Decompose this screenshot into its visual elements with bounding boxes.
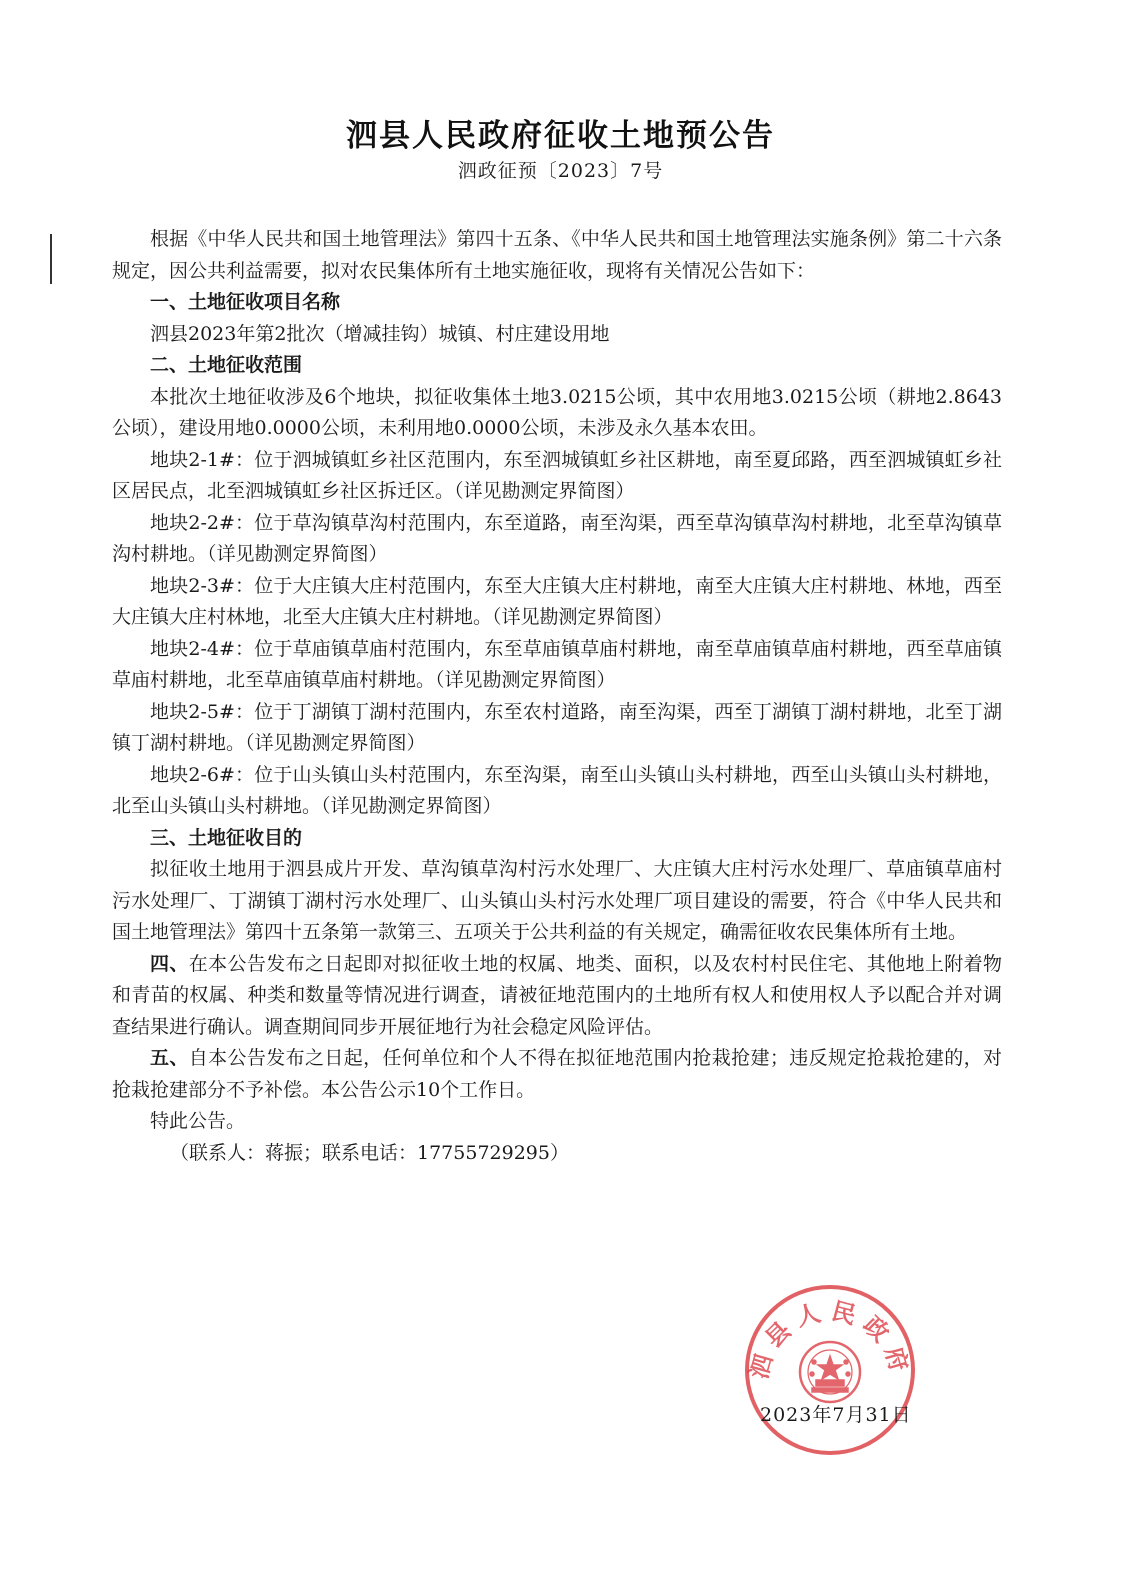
section-5-text: 自本公告发布之日起，任何单位和个人不得在拟征地范围内抢栽抢建；违反规定抢栽抢建的，对抢栽抢建部分不予补偿。本公告公示10个工作日。: [112, 1047, 1002, 1101]
binding-mark: [50, 234, 52, 284]
section-3-heading: 三、土地征收目的: [150, 826, 303, 849]
plot-2-1: 地块2-1#：位于泗城镇虹乡社区范围内，东至泗城镇虹乡社区耕地，南至夏邱路，西至泗城镇虹乡社区居民点，北至泗城镇虹乡社区拆迁区。（详见勘测定界简图）: [112, 448, 1002, 502]
seal-text: 泗县人民政府: [744, 1296, 916, 1383]
contact-info: （联系人：蒋振；联系电话：17755729295）: [170, 1141, 569, 1164]
section-5-paragraph: [112, 1043, 1002, 1106]
section-3-text: 拟征收土地用于泗县成片开发、草沟镇草沟村污水处理厂、大庄镇大庄村污水处理厂、草庙镇草庙村污水处理厂、丁湖镇丁湖村污水处理厂、山头镇山头村污水处理厂项目建设的需要，符合《中华人民共和国土地管理法》第四十五条第一款第三、五项关于公共利益的有关规定，确需征收农民集体所有土地。: [112, 858, 1002, 943]
section-1-heading: 一、土地征收项目名称: [150, 291, 341, 313]
document-title: 泗县人民政府征收土地预公告: [346, 118, 775, 154]
national-emblem-icon: [800, 1342, 860, 1402]
document-body: [112, 224, 1002, 1169]
plot-2-6: 地块2-6#：位于山头镇山头村范围内，东至沟渠，南至山头镇山头村耕地，西至山头镇山头村耕地，北至山头镇山头村耕地。（详见勘测定界简图）: [112, 763, 1002, 817]
section-4-text: 在本公告发布之日起即对拟征收土地的权属、地类、面积，以及农村村民住宅、其他地上附着物和青苗的权属、种类和数量等情况进行调查，请被征地范围内的土地所有权人和使用权人予以配合并对调查结果进行确认。调查期间同步开展征地行为社会稳定风险评估。: [112, 952, 1002, 1038]
section-4-paragraph: [112, 949, 1002, 1044]
document-number: 泗政征预〔2023〕7号: [457, 160, 664, 182]
issue-date: 2023年7月31日: [760, 1404, 912, 1426]
plot-2-2: 地块2-2#：位于草沟镇草沟村范围内，东至道路，南至沟渠，西至草沟镇草沟村耕地，北至草沟镇草沟村耕地。（详见勘测定界简图）: [112, 511, 1002, 565]
plot-2-3: 地块2-3#：位于大庄镇大庄村范围内，东至大庄镇大庄村耕地，南至大庄镇大庄村耕地、林地，西至大庄镇大庄村林地，北至大庄镇大庄村耕地。（详见勘测定界简图）: [112, 574, 1002, 628]
official-seal: [742, 1282, 918, 1458]
section-4-lead: 四、: [150, 952, 189, 975]
plot-2-5: 地块2-5#：位于丁湖镇丁湖村范围内，东至农村道路，南至沟渠，西至丁湖镇丁湖村耕地，北至丁湖镇丁湖村耕地。（详见勘测定界简图）: [112, 700, 1002, 754]
section-5-lead: 五、: [150, 1047, 189, 1069]
section-1-text: 泗县2023年第2批次（增减挂钩）城镇、村庄建设用地: [150, 322, 610, 345]
intro-paragraph: 根据《中华人民共和国土地管理法》第四十五条、《中华人民共和国土地管理法实施条例》第二十六条规定，因公共利益需要，拟对农民集体所有土地实施征收，现将有关情况公告如下：: [112, 228, 1002, 282]
section-2-heading: 二、土地征收范围: [150, 354, 303, 376]
plot-2-4: 地块2-4#：位于草庙镇草庙村范围内，东至草庙镇草庙村耕地，南至草庙镇草庙村耕地，西至草庙镇草庙村耕地，北至草庙镇草庙村耕地。（详见勘测定界简图）: [112, 637, 1002, 691]
closing-text: 特此公告。: [150, 1110, 246, 1132]
section-2-text: 本批次土地征收涉及6个地块，拟征收集体土地3.0215公顷，其中农用地3.0215公顷（耕地2.8643公顷），建设用地0.0000公顷，未利用地0.0000公顷，未涉及永久基本农田。: [112, 385, 1002, 439]
